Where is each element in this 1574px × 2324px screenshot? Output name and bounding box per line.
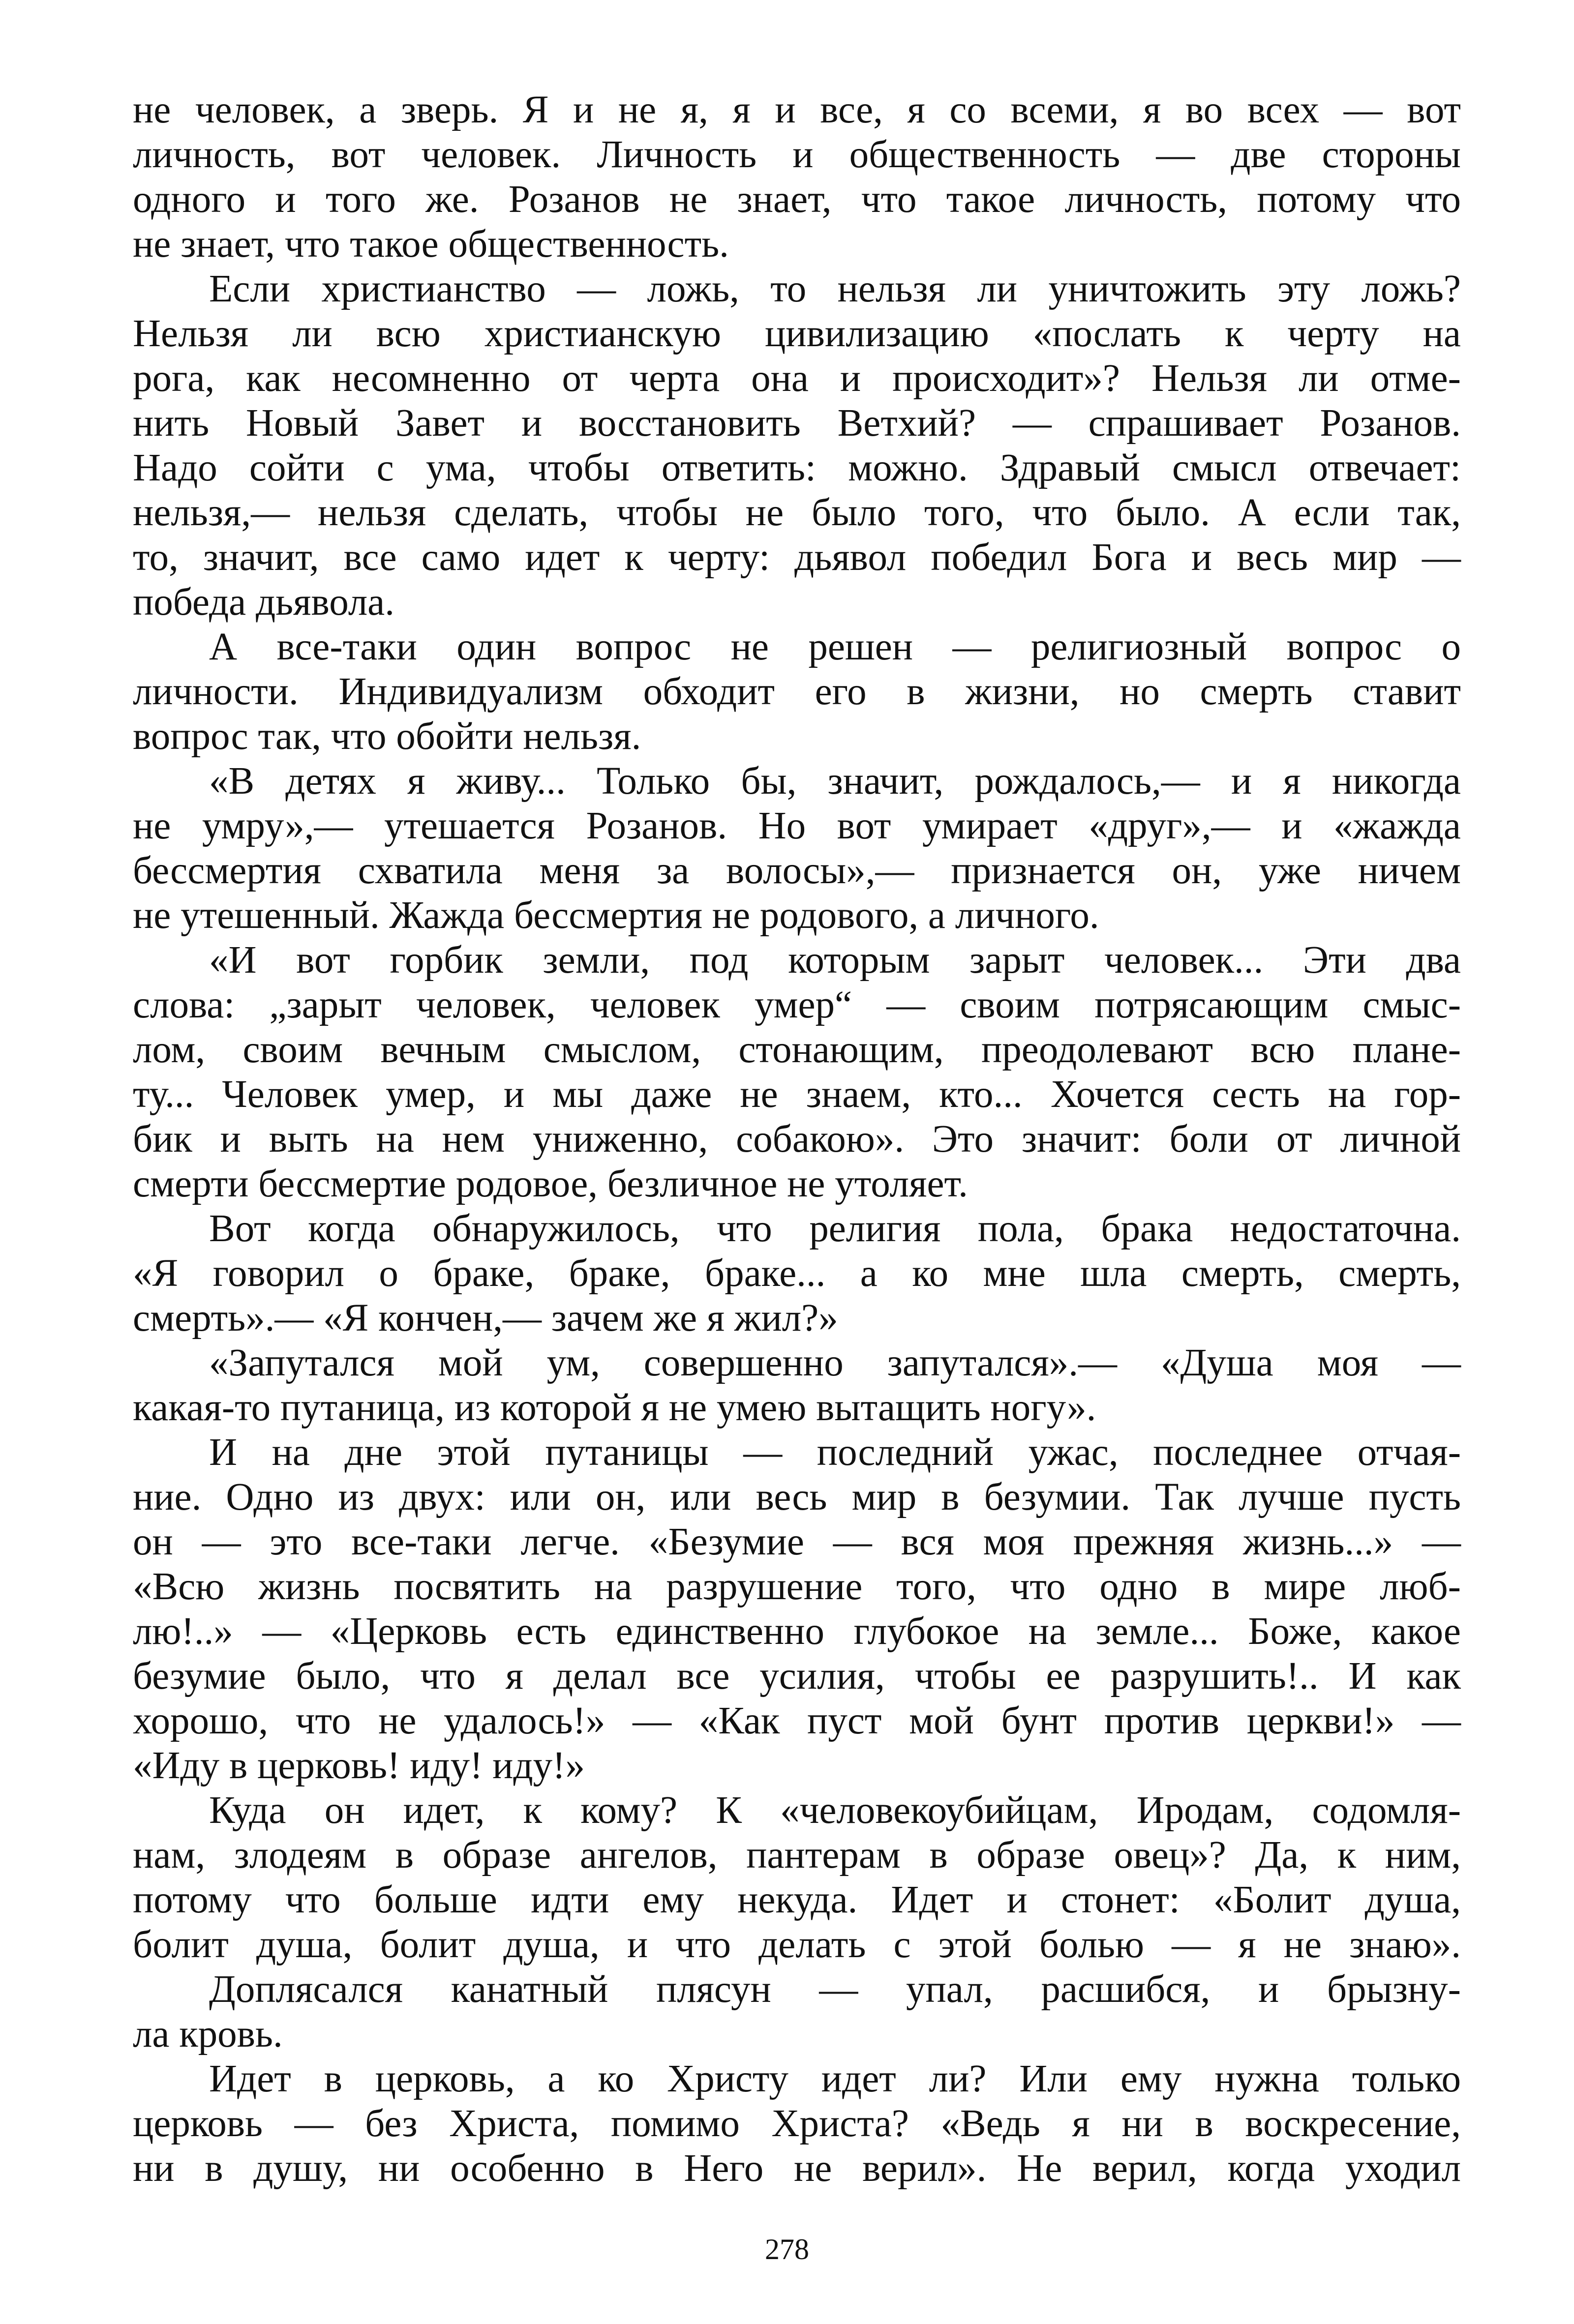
text-line: ла кровь. <box>133 2013 283 2056</box>
text-line: безумие было, что я делал все усилия, чтобы ее разрушить!.. И как <box>133 1655 1461 1698</box>
text-line: лом, своим вечным смыслом, стонающим, преодолевают всю плане- <box>133 1028 1461 1071</box>
text-line: Надо сойти с ума, чтобы ответить: можно. Здравый смысл отвечает: <box>133 447 1461 489</box>
paragraph <box>133 1967 1461 2056</box>
text-line: смерть».— «Я кончен,— зачем же я жил?» <box>133 1297 838 1340</box>
text-line: смерти бессмертие родовое, безличное не утоляет. <box>133 1162 968 1205</box>
paragraph <box>133 88 1461 267</box>
page-number: 278 <box>765 2233 809 2265</box>
text-line: он — это все-таки легче. «Безумие — вся моя прежняя жизнь...» — <box>133 1520 1461 1563</box>
paragraph <box>133 1430 1461 1788</box>
text-line: бессмертия схватила меня за волосы»,— признается он, уже ничем <box>133 849 1461 892</box>
text-line: одного и того же. Розанов не знает, что такое личность, потому что <box>133 178 1461 221</box>
text-line: вопрос так, что обойти нельзя. <box>133 715 641 758</box>
page-body <box>133 88 1461 2191</box>
text-line: личности. Индивидуализм обходит его в жизни, но смерть ставит <box>133 670 1461 713</box>
paragraph <box>133 759 1461 938</box>
text-line: ние. Одно из двух: или он, или весь мир в безумии. Так лучше пусть <box>133 1476 1461 1519</box>
text-line: «В детях я живу... Только бы, значит, рождалось,— и я никогда <box>209 760 1461 803</box>
text-line: не человек, а зверь. Я и не я, я и все, я со всеми, я во всех — вот <box>133 89 1461 131</box>
text-line: ни в душу, ни особенно в Него не верил». Не верил, когда уходил <box>133 2147 1461 2190</box>
text-line: «Иду в церковь! иду! иду!» <box>133 1744 585 1787</box>
text-line: церковь — без Христа, помимо Христа? «Ведь я ни в воскресение, <box>133 2102 1461 2145</box>
text-line: ту... Человек умер, и мы даже не знаем, кто... Хочется сесть на гор- <box>133 1073 1461 1116</box>
text-line: Идет в церковь, а ко Христу идет ли? Или ему нужна только <box>209 2057 1461 2100</box>
text-line: нельзя,— нельзя сделать, чтобы не было того, что было. А если так, <box>133 491 1461 534</box>
paragraph <box>133 267 1461 625</box>
paragraph <box>133 1788 1461 1967</box>
text-line: «И вот горбик земли, под которым зарыт человек... Эти два <box>209 939 1461 982</box>
text-line: И на дне этой путаницы — последний ужас, последнее отчая- <box>209 1431 1461 1474</box>
text-line: нам, злодеям в образе ангелов, пантерам в образе овец»? Да, к ним, <box>133 1834 1461 1877</box>
text-line: Если христианство — ложь, то нельзя ли уничтожить эту ложь? <box>209 268 1461 310</box>
text-line: не умру»,— утешается Розанов. Но вот умирает «друг»,— и «жажда <box>133 804 1461 847</box>
paragraph <box>133 938 1461 1206</box>
text-line: слова: „зарыт человек, человек умер“ — своим потрясающим смыс- <box>133 983 1461 1026</box>
text-line: личность, вот человек. Личность и общественность — две стороны <box>133 133 1461 176</box>
paragraph <box>133 625 1461 759</box>
text-line: Доплясался канатный плясун — упал, расшибся, и брызну- <box>209 1968 1461 2011</box>
text-line: «Всю жизнь посвятить на разрушение того, что одно в мире люб- <box>133 1565 1461 1608</box>
paragraph <box>133 1206 1461 1341</box>
text-line: то, значит, все само идет к черту: дьявол победил Бога и весь мир — <box>133 536 1461 579</box>
text-line: нить Новый Завет и восстановить Ветхий? — спрашивает Розанов. <box>133 402 1461 445</box>
text-line: Вот когда обнаружилось, что религия пола, брака недостаточна. <box>209 1207 1461 1250</box>
text-line: Куда он идет, к кому? К «человекоубийцам, Иродам, содомля- <box>209 1789 1461 1832</box>
text-line: болит душа, болит душа, и что делать с этой болью — я не знаю». <box>133 1923 1461 1966</box>
text-line: какая-то путаница, из которой я не умею вытащить ногу». <box>133 1386 1096 1429</box>
text-line: «Я говорил о браке, браке, браке... а ко мне шла смерть, смерть, <box>133 1252 1461 1295</box>
paragraph <box>133 2056 1461 2191</box>
text-line: не знает, что такое общественность. <box>133 223 729 266</box>
text-line: «Запутался мой ум, совершенно запутался».— «Душа моя — <box>209 1341 1461 1384</box>
text-line: победа дьявола. <box>133 581 394 624</box>
paragraph <box>133 1341 1461 1430</box>
text-line: лю!..» — «Церковь есть единственно глубокое на земле... Боже, какое <box>133 1610 1461 1653</box>
text-line: А все-таки один вопрос не решен — религиозный вопрос о <box>209 626 1461 668</box>
text-line: бик и выть на нем униженно, собакою». Это значит: боли от личной <box>133 1118 1461 1161</box>
text-line: потому что больше идти ему некуда. Идет и стонет: «Болит душа, <box>133 1878 1461 1921</box>
text-line: Нельзя ли всю христианскую цивилизацию «послать к черту на <box>133 312 1461 355</box>
text-line: рога, как несомненно от черта она и происходит»? Нельзя ли отме- <box>133 357 1461 400</box>
text-line: не утешенный. Жажда бессмертия не родового, а личного. <box>133 894 1099 937</box>
text-line: хорошо, что не удалось!» — «Как пуст мой бунт против церкви!» — <box>133 1699 1461 1742</box>
